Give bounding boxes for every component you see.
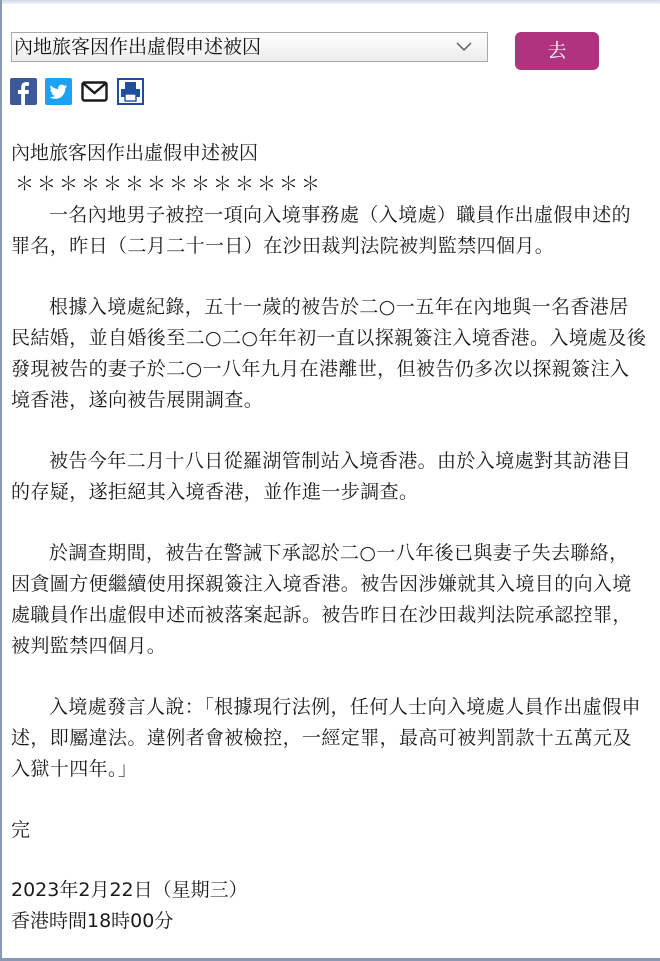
article-paragraph: 一名內地男子被控一項向入境事務處（入境處）職員作出虛假申述的罪名，昨日（二月二十一日）在沙田裁判法院被判監禁四個月。 bbox=[11, 204, 632, 257]
article-title: 內地旅客因作出虛假申述被囚 bbox=[11, 142, 259, 164]
article-end-mark: 完 bbox=[11, 819, 31, 841]
press-release-article bbox=[11, 138, 647, 937]
release-date: 2023年2月22日（星期三） bbox=[11, 879, 248, 901]
print-icon[interactable] bbox=[117, 78, 144, 105]
article-paragraph: 於調查期間，被告在警誡下承認於二○一八年後已與妻子失去聯絡，因貪圖方便繼續使用探親簽注入境香港。被告因涉嫌就其入境目的向入境處職員作出虛假申述而被落案起訴。被告昨日在沙田裁判法院承認控罪，被判監禁四個月。 bbox=[11, 542, 632, 657]
title-divider: ＊＊＊＊＊＊＊＊＊＊＊＊＊＊ bbox=[15, 173, 324, 195]
release-time: 香港時間18時00分 bbox=[11, 910, 174, 932]
press-release-select-value: 內地旅客因作出虛假申述被囚 bbox=[14, 36, 262, 58]
window-top-edge bbox=[0, 0, 660, 4]
go-button[interactable]: 去 bbox=[515, 32, 599, 70]
article-paragraph: 入境處發言人說：「根據現行法例，任何人士向入境處人員作出虛假申述，即屬違法。違例者會被檢控，一經定罪，最高可被判罰款十五萬元及入獄十四年。」 bbox=[11, 696, 641, 780]
article-paragraph: 根據入境處紀錄，五十一歲的被告於二○一五年在內地與一名香港居民結婚，並自婚後至二○二○年年初一直以探親簽注入境香港。入境處及後發現被告的妻子於二○一八年九月在港離世，但被告仍多次以探親簽注入境香港，遂向被告展開調查。 bbox=[11, 296, 647, 411]
press-release-nav bbox=[11, 32, 651, 72]
chevron-down-icon bbox=[455, 37, 473, 55]
article-paragraph: 被告今年二月十八日從羅湖管制站入境香港。由於入境處對其訪港目的存疑，遂拒絕其入境香港，並作進一步調查。 bbox=[11, 450, 632, 503]
press-release-select[interactable] bbox=[11, 32, 488, 62]
email-icon[interactable] bbox=[81, 78, 108, 105]
facebook-icon[interactable] bbox=[10, 78, 37, 105]
twitter-icon[interactable] bbox=[45, 78, 72, 105]
window-left-edge bbox=[0, 0, 2, 961]
